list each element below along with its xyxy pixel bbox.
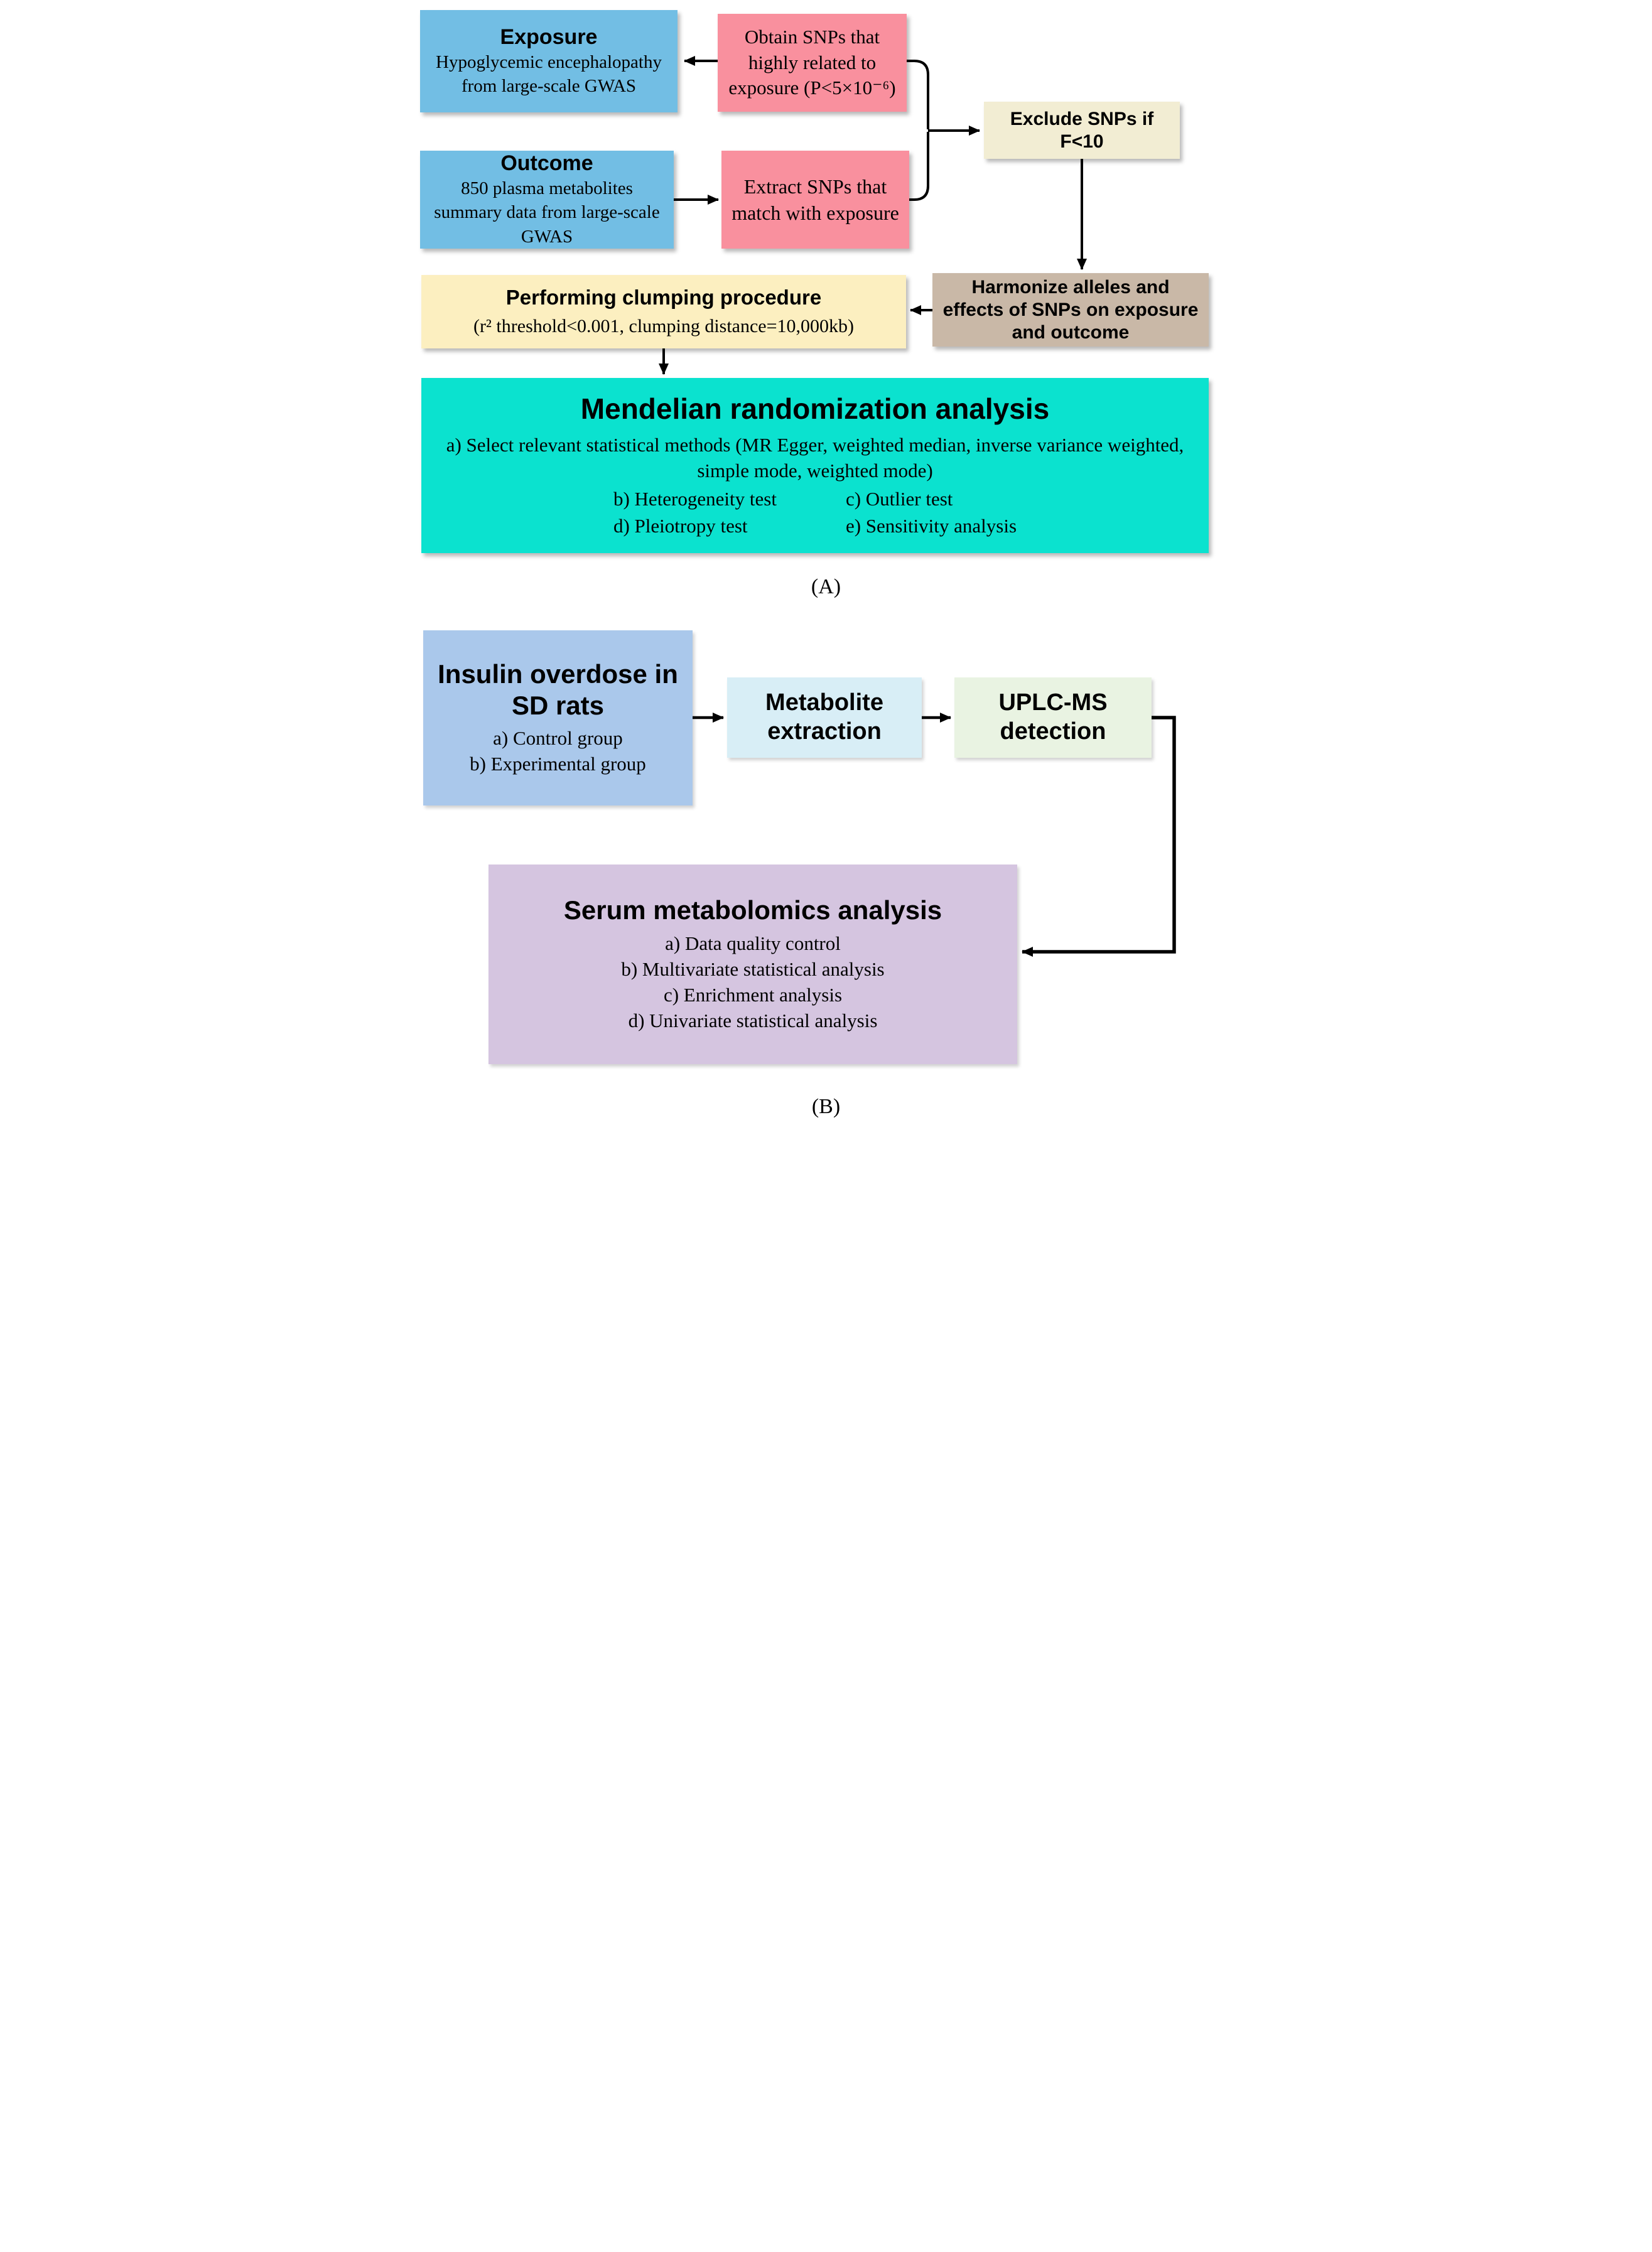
- exclude-snps-box: [984, 102, 1180, 159]
- serum-item-enrichment: c) Enrichment analysis: [663, 983, 843, 1006]
- clumping-body: (r² threshold<0.001, clumping distance=10,000kb): [473, 315, 855, 337]
- uplc-ms-detection-box: [954, 677, 1152, 758]
- insulin-item-control: a) Control group: [493, 727, 623, 750]
- serum-item-quality: a) Data quality control: [665, 932, 841, 954]
- insulin-item-experimental: b) Experimental group: [470, 753, 646, 775]
- metabolite-extraction-box: [727, 677, 922, 758]
- serum-metabolomics-box: [489, 865, 1017, 1064]
- flowchart-figure: [413, 0, 1239, 1126]
- mendelian-randomization-box: [421, 378, 1209, 553]
- panel-b-caption: (B): [811, 1095, 841, 1118]
- insulin-title: Insulin overdose in SD rats: [438, 659, 678, 720]
- exposure-title: Exposure: [500, 24, 598, 49]
- outcome-body: 850 plasma metabolites summary data from large-scale GWAS: [434, 178, 660, 247]
- extract-snps-text: Extract SNPs that match with exposure: [732, 175, 899, 224]
- clumping-title: Performing clumping procedure: [505, 285, 822, 309]
- uplc-title: UPLC-MS detection: [998, 689, 1108, 745]
- harmonize-box: [932, 273, 1209, 347]
- bracket-bottom-branch: [909, 132, 928, 200]
- insulin-overdose-box: [423, 630, 693, 805]
- clumping-box: [421, 275, 906, 348]
- exposure-box: [420, 10, 678, 112]
- mr-tests-grid: [613, 487, 1017, 539]
- mr-item-heterogeneity: b) Heterogeneity test: [613, 488, 777, 510]
- extract-snps-box: [721, 151, 909, 249]
- serum-title: Serum metabolomics analysis: [563, 895, 942, 925]
- mr-item-sensitivity: e) Sensitivity analysis: [845, 515, 1017, 537]
- mr-item-pleiotropy: d) Pleiotropy test: [613, 515, 748, 537]
- outcome-title: Outcome: [500, 151, 593, 176]
- serum-item-univariate: d) Univariate statistical analysis: [628, 1009, 878, 1032]
- outcome-box: [420, 151, 674, 249]
- obtain-snps-text: Obtain SNPs that highly related to exposure (P<5×10⁻⁶): [728, 25, 896, 99]
- mr-title: Mendelian randomization analysis: [580, 392, 1050, 426]
- harmonize-text: Harmonize alleles and effects of SNPs on exposure and outcome: [942, 276, 1199, 343]
- exclude-snps-text: Exclude SNPs if F<10: [1010, 108, 1154, 152]
- obtain-snps-box: [718, 14, 907, 112]
- serum-item-multivariate: b) Multivariate statistical analysis: [621, 957, 885, 980]
- bracket-top-branch: [907, 61, 928, 129]
- panel-a-caption: (A): [811, 575, 841, 598]
- mr-methods-line: a) Select relevant statistical methods (MR Egger, weighted median, inverse variance weighted, simple mode, weighted mode): [446, 434, 1184, 482]
- mr-item-outlier: c) Outlier test: [845, 488, 953, 510]
- metabolite-title: Metabolite extraction: [765, 689, 883, 745]
- exposure-body: Hypoglycemic encephalopathy from large-scale GWAS: [436, 51, 662, 96]
